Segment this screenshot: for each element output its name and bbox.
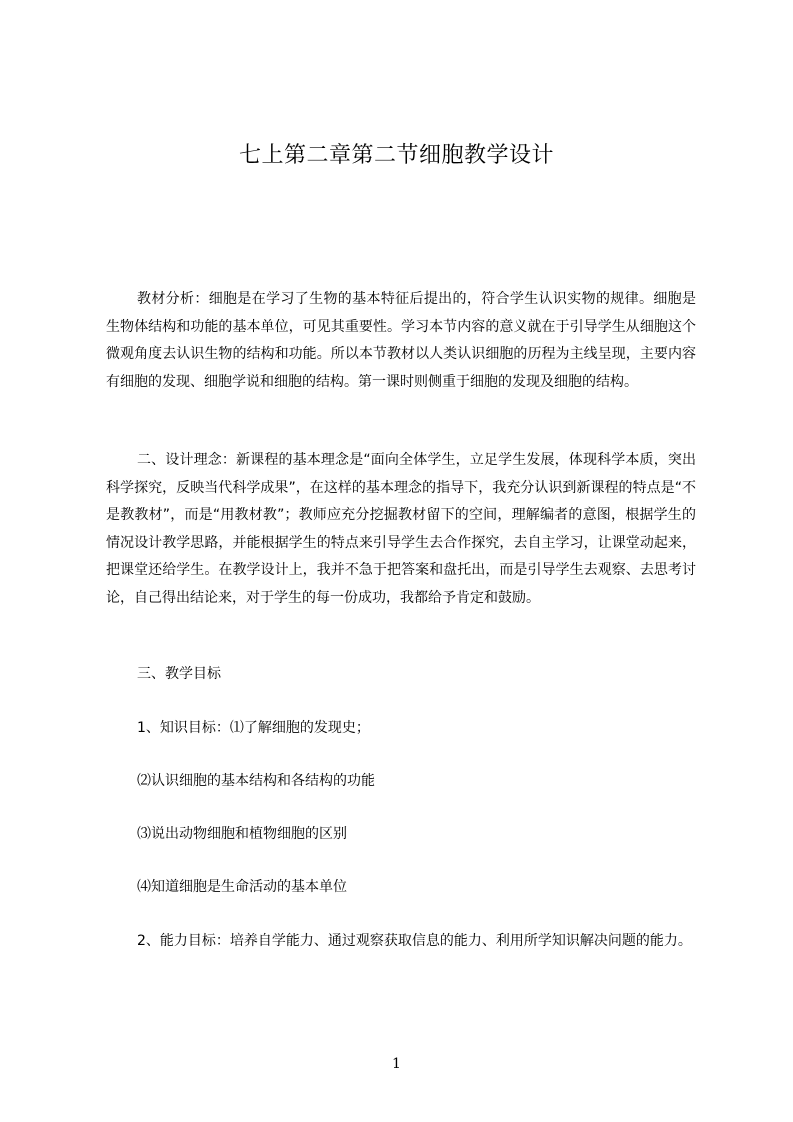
- document-title: 七上第二章第二节细胞教学设计: [238, 143, 554, 168]
- paragraph-design-concept: 二、设计理念：新课程的基本理念是“面向全体学生，立足学生发展，体现科学本质，突出科学探究，反映当代科学成果”，在这样的基本理念的指导下，我充分认识到新课程的特点是“不是教教材”，而是“用教材教”；教师应充分挖掘教材留下的空间，理解编者的意图，根据学生的情况设计教学思路，并能根据学生的特点来引导学生去合作探究，去自主学习，让课堂动起来，把课堂还给学生。在教学设计上，我并不急于把答案和盘托出，而是引导学生去观察、去思考讨论，自己得出结论来，对于学生的每一份成功，我都给予肯定和鼓励。: [106, 452, 696, 606]
- knowledge-goal-3: ⑶说出动物细胞和植物细胞的区别: [137, 826, 347, 842]
- page-number: 1: [392, 1056, 401, 1072]
- knowledge-goal-1: 1、知识目标：⑴了解细胞的发现史；: [137, 720, 370, 736]
- knowledge-goal-2: ⑵认识细胞的基本结构和各结构的功能: [137, 773, 375, 789]
- knowledge-goal-4: ⑷知道细胞是生命活动的基本单位: [137, 879, 347, 895]
- paragraph-ability-goal: 2、能力目标：培养自学能力、通过观察获取信息的能力、利用所学知识解决问题的能力。: [137, 933, 692, 949]
- heading-teaching-goals: 三、教学目标: [137, 666, 221, 682]
- paragraph-textbook-analysis: 教材分析：细胞是在学习了生物的基本特征后提出的，符合学生认识实物的规律。细胞是生物体结构和功能的基本单位，可见其重要性。学习本节内容的意义就在于引导学生从细胞这个微观角度去认识生物的结构和功能。所以本节教材以人类认识细胞的历程为主线呈现，主要内容有细胞的发现、细胞学说和细胞的结构。第一课时则侧重于细胞的发现及细胞的结构。: [106, 291, 696, 390]
